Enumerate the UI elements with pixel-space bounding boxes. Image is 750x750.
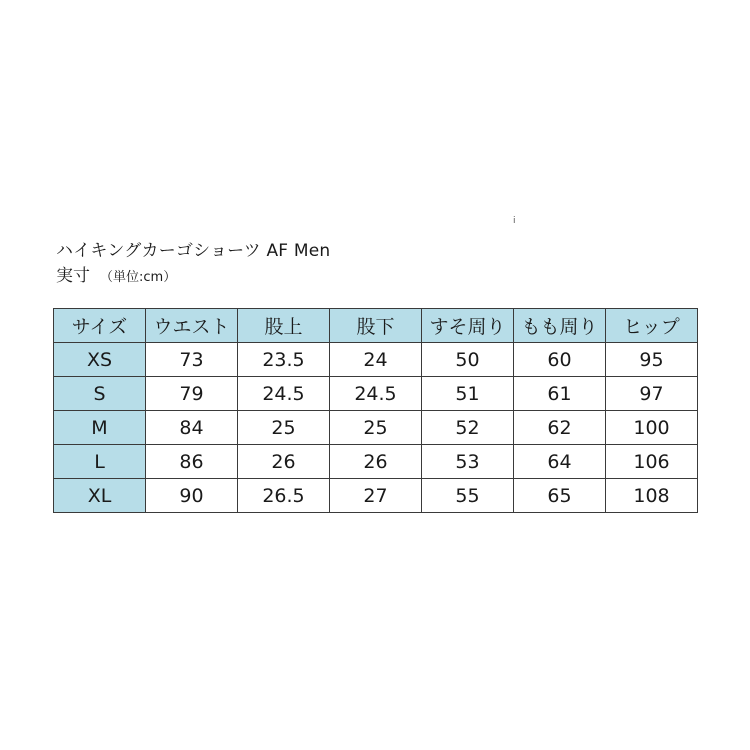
measurement-heading: [56, 265, 176, 289]
header-rise: 股上: [238, 309, 330, 343]
size-label: S: [54, 377, 146, 411]
waist-value: 90: [146, 479, 238, 513]
header-row: [54, 309, 698, 343]
table-row: [54, 445, 698, 479]
thigh-width-value: 62: [514, 411, 606, 445]
header-hip: ヒップ: [606, 309, 698, 343]
hem-width-value: 53: [422, 445, 514, 479]
measurement-label: 実寸: [56, 266, 90, 286]
header-thigh-width: もも周り: [514, 309, 606, 343]
size-label: M: [54, 411, 146, 445]
table-row: [54, 343, 698, 377]
hip-value: 97: [606, 377, 698, 411]
hip-value: 100: [606, 411, 698, 445]
thigh-width-value: 65: [514, 479, 606, 513]
hem-width-value: 51: [422, 377, 514, 411]
size-label: L: [54, 445, 146, 479]
header-hem-width: すそ周り: [422, 309, 514, 343]
product-title: ハイキングカーゴショーツ AF Men: [56, 241, 331, 261]
stray-mark: i: [513, 216, 516, 226]
hip-value: 108: [606, 479, 698, 513]
thigh-width-value: 64: [514, 445, 606, 479]
table-row: [54, 411, 698, 445]
size-chart-table: [53, 308, 698, 513]
waist-value: 84: [146, 411, 238, 445]
rise-value: 26.5: [238, 479, 330, 513]
hem-width-value: 52: [422, 411, 514, 445]
size-label: XL: [54, 479, 146, 513]
waist-value: 79: [146, 377, 238, 411]
inseam-value: 24: [330, 343, 422, 377]
hip-value: 106: [606, 445, 698, 479]
inseam-value: 26: [330, 445, 422, 479]
inseam-value: 24.5: [330, 377, 422, 411]
inseam-value: 27: [330, 479, 422, 513]
table-row: [54, 479, 698, 513]
rise-value: 25: [238, 411, 330, 445]
unit-note: （単位:cm）: [100, 270, 177, 285]
waist-value: 73: [146, 343, 238, 377]
hip-value: 95: [606, 343, 698, 377]
hem-width-value: 55: [422, 479, 514, 513]
header-size: サイズ: [54, 309, 146, 343]
header-waist: ウエスト: [146, 309, 238, 343]
rise-value: 26: [238, 445, 330, 479]
hem-width-value: 50: [422, 343, 514, 377]
header-inseam: 股下: [330, 309, 422, 343]
thigh-width-value: 60: [514, 343, 606, 377]
waist-value: 86: [146, 445, 238, 479]
rise-value: 24.5: [238, 377, 330, 411]
thigh-width-value: 61: [514, 377, 606, 411]
inseam-value: 25: [330, 411, 422, 445]
rise-value: 23.5: [238, 343, 330, 377]
size-label: XS: [54, 343, 146, 377]
table-row: [54, 377, 698, 411]
